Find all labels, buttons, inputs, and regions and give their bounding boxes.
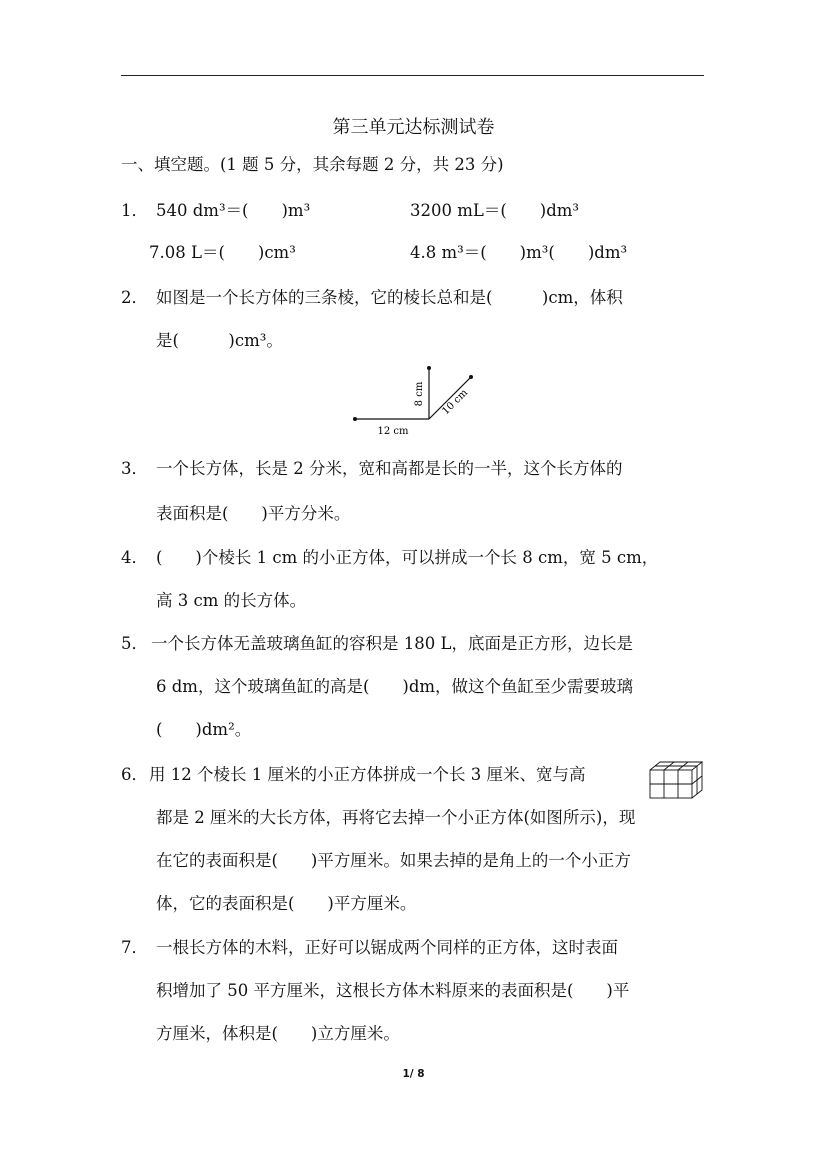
q4-line2: 高 3 cm 的长方体。 <box>156 591 307 610</box>
cube-stack-figure <box>648 760 708 804</box>
q1-number: 1． <box>121 201 148 220</box>
page-title: 第三单元达标测试卷 <box>332 117 495 138</box>
cuboid-edges-figure <box>345 362 485 438</box>
header-rule <box>121 75 704 76</box>
q6-line2: 都是 2 厘米的大长方体，再将它去掉一个小正方体(如图所示)，现 <box>156 808 636 827</box>
q7-line2: 积增加了 50 平方厘米，这根长方体木料原来的表面积是( )平 <box>156 981 630 1000</box>
q1-a: 540 dm³＝( )m³ <box>156 201 311 220</box>
q6-line4: 体，它的表面积是( )平方厘米。 <box>156 894 417 913</box>
q3-number: 3． <box>121 459 148 478</box>
width-label: 10 cm <box>440 387 471 418</box>
length-label: 12 cm <box>377 426 409 437</box>
height-end-dot <box>427 366 431 370</box>
q6-line1: 用 12 个棱长 1 厘米的小正方体拼成一个长 3 厘米、宽与高 <box>149 765 586 784</box>
q4-line1: ( )个棱长 1 cm 的小正方体，可以拼成一个长 8 cm，宽 5 cm， <box>156 548 659 567</box>
q5-line1: 一个长方体无盖玻璃鱼缸的容积是 180 L，底面是正方形，边长是 <box>151 634 633 653</box>
q3-line2: 表面积是( )平方分米。 <box>156 504 351 523</box>
q6-number: 6． <box>121 765 148 784</box>
q1-b: 3200 mL＝( )dm³ <box>410 201 580 220</box>
q2-line1: 如图是一个长方体的三条棱，它的棱长总和是( )cm，体积 <box>156 288 623 307</box>
q1-c: 7.08 L＝( )cm³ <box>149 243 296 262</box>
length-end-dot <box>353 417 357 421</box>
q4-number: 4． <box>121 548 148 567</box>
q5-line2: 6 dm，这个玻璃鱼缸的高是( )dm，做这个鱼缸至少需要玻璃 <box>156 677 634 696</box>
q7-line3: 方厘米，体积是( )立方厘米。 <box>156 1024 400 1043</box>
q2-number: 2． <box>121 288 148 307</box>
q3-line1: 一个长方体，长是 2 分米，宽和高都是长的一半，这个长方体的 <box>156 459 623 478</box>
page-number: 1/ 8 <box>402 1068 425 1080</box>
q7-line1: 一根长方体的木料，正好可以锯成两个同样的正方体，这时表面 <box>156 938 618 957</box>
section1-heading: 一、填空题。(1 题 5 分，其余每题 2 分，共 23 分) <box>121 155 504 174</box>
q6-line3: 在它的表面积是( )平方厘米。如果去掉的是角上的一个小正方 <box>156 851 631 870</box>
width-end-dot <box>469 375 473 379</box>
q7-number: 7． <box>121 938 148 957</box>
q5-line3: ( )dm²。 <box>156 720 252 739</box>
q5-number: 5． <box>121 634 148 653</box>
height-label: 8 cm <box>414 381 425 407</box>
q1-d: 4.8 m³＝( )m³( )dm³ <box>410 243 628 262</box>
q2-line2: 是( )cm³。 <box>156 331 283 350</box>
